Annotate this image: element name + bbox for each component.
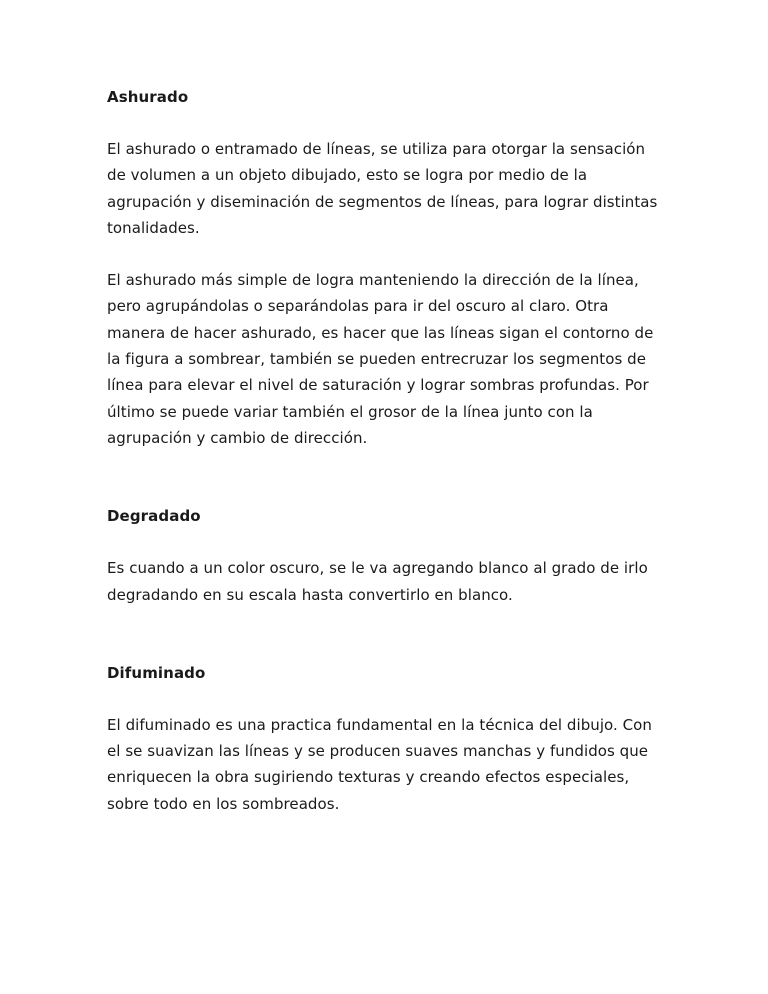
section-heading-difuminado: Difuminado [107, 663, 206, 682]
document-page [107, 84, 667, 817]
spacer [107, 110, 667, 136]
spacer [107, 529, 667, 555]
paragraph-ashurado-1: El ashurado o entramado de líneas, se utiliza para otorgar la sensación de volumen a un objeto dibujado, esto se logra por medio de la agrupación y diseminación de segmentos de líneas, para lograr distintas tonalidades. [107, 140, 658, 237]
section-heading-ashurado: Ashurado [107, 88, 189, 106]
paragraph-difuminado-1: El difuminado es una practica fundamental en la técnica del dibujo. Con el se suavizan las líneas y se producen suaves manchas y fundidos que enriquecen la obra sugiriendo texturas y creando efectos especiales, sobre todo en los sombreados. [107, 715, 652, 813]
spacer [107, 686, 667, 712]
spacer [107, 241, 667, 267]
section-heading-degradado: Degradado [107, 507, 201, 526]
spacer [107, 451, 667, 503]
paragraph-ashurado-2: El ashurado más simple de logra manteniendo la dirección de la línea, pero agrupándolas o separándolas para ir del oscuro al claro. Otra manera de hacer ashurado, es hacer que las líneas sigan el contorno de la figura a sombrear, también se pueden entrecruzar los segmentos de línea para elevar el nivel de saturación y lograr sombras profundas. Por último se puede variar también el grosor de la línea junto con la agrupación y cambio de dirección. [107, 271, 654, 447]
spacer [107, 608, 667, 660]
paragraph-degradado-1: Es cuando a un color oscuro, se le va agregando blanco al grado de irlo degradando en su escala hasta convertirlo en blanco. [107, 559, 648, 604]
